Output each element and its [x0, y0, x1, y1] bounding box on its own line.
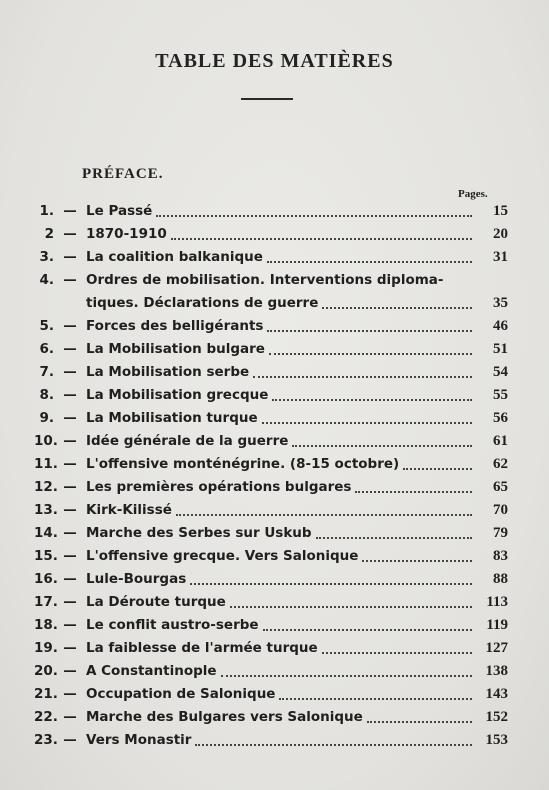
entry-number: 9. — [39, 410, 54, 426]
entry-dash: — — [63, 663, 77, 679]
toc-entry — [34, 476, 508, 499]
entry-dash: — — [63, 686, 77, 702]
dot-leader — [190, 583, 472, 585]
dot-leader — [322, 307, 472, 309]
entry-number: 19. — [34, 640, 58, 656]
pages-column-label: Pages. — [458, 188, 488, 200]
entry-dash: — — [63, 640, 77, 656]
dot-leader — [253, 376, 472, 378]
entry-number: 6. — [39, 341, 54, 357]
dot-leader — [403, 468, 472, 470]
toc-entry — [34, 660, 508, 683]
entry-number: 2 — [44, 226, 54, 242]
entry-page-number: 46 — [493, 318, 508, 334]
entry-title: Kirk-Kilissé — [86, 502, 172, 518]
dot-leader — [322, 652, 472, 654]
entry-dash: — — [63, 387, 77, 403]
entry-dash: — — [63, 249, 77, 265]
dot-leader — [272, 399, 472, 401]
toc-entry — [34, 453, 508, 476]
dot-leader — [176, 514, 472, 516]
title-rule — [241, 98, 293, 100]
entry-title: La Mobilisation bulgare — [86, 341, 265, 357]
entry-title: Marche des Bulgares vers Salonique — [86, 709, 363, 725]
entry-dash: — — [63, 571, 77, 587]
entry-dash: — — [63, 318, 77, 334]
entry-page-number: 127 — [485, 640, 508, 656]
toc-entry — [34, 637, 508, 660]
entry-number: 8. — [39, 387, 54, 403]
entry-number: 3. — [39, 249, 54, 265]
entry-title: Le conflit austro-serbe — [86, 617, 259, 633]
dot-leader — [230, 606, 472, 608]
entry-number: 22. — [34, 709, 58, 725]
entry-page-number: 20 — [493, 226, 508, 242]
toc-entry — [34, 545, 508, 568]
entry-page-number: 138 — [485, 663, 508, 679]
entry-page-number: 62 — [493, 456, 508, 472]
dot-leader — [267, 261, 472, 263]
entry-page-number: 56 — [493, 410, 508, 426]
entry-dash: — — [63, 525, 77, 541]
entry-page-number: 153 — [485, 732, 508, 748]
dot-leader — [221, 675, 472, 677]
entry-page-number: 88 — [493, 571, 508, 587]
entry-number: 4. — [39, 272, 54, 288]
entry-dash: — — [63, 433, 77, 449]
toc-entry — [34, 384, 508, 407]
dot-leader — [171, 238, 472, 240]
entry-page-number: 55 — [493, 387, 508, 403]
toc-entry — [34, 683, 508, 706]
dot-leader — [262, 422, 472, 424]
entry-dash: — — [63, 456, 77, 472]
toc-entry — [34, 499, 508, 522]
entry-title: L'offensive monténégrine. (8-15 octobre) — [86, 456, 400, 472]
dot-leader — [279, 698, 472, 700]
dot-leader — [267, 330, 472, 332]
toc-entry — [34, 729, 508, 752]
dot-leader — [316, 537, 472, 539]
toc-entry — [34, 407, 508, 430]
entry-page-number: 83 — [493, 548, 508, 564]
entry-dash: — — [63, 226, 77, 242]
entry-page-number: 15 — [493, 203, 508, 219]
entry-page-number: 31 — [493, 249, 508, 265]
entry-page-number: 113 — [486, 594, 508, 610]
toc-entry — [34, 246, 508, 269]
toc-entry — [34, 223, 508, 246]
entry-page-number: 35 — [493, 295, 508, 311]
entry-page-number: 65 — [493, 479, 508, 495]
entry-title: La Mobilisation grecque — [86, 387, 269, 403]
toc-entry — [34, 568, 508, 591]
toc-entry — [34, 269, 508, 315]
dot-leader — [156, 215, 472, 217]
entry-number: 17. — [34, 594, 58, 610]
entry-number: 5. — [39, 318, 54, 334]
dot-leader — [292, 445, 472, 447]
dot-leader — [367, 721, 472, 723]
entry-dash: — — [63, 410, 77, 426]
dot-leader — [195, 744, 472, 746]
toc-entry — [34, 361, 508, 384]
entry-number: 18. — [34, 617, 58, 633]
entry-dash: — — [63, 364, 77, 380]
entry-title: Marche des Serbes sur Uskub — [86, 525, 312, 541]
entry-title: La Mobilisation serbe — [86, 364, 250, 380]
entry-number: 16. — [34, 571, 58, 587]
toc-entry — [34, 430, 508, 453]
entry-title: La faiblesse de l'armée turque — [86, 640, 318, 656]
entry-dash: — — [63, 479, 77, 495]
entry-page-number: 152 — [485, 709, 508, 725]
entry-title: Les premières opérations bulgares — [86, 479, 352, 495]
entry-title: Occupation de Salonique — [86, 686, 276, 702]
entry-dash: — — [63, 502, 77, 518]
entry-number: 7. — [39, 364, 54, 380]
toc-entry — [34, 315, 508, 338]
toc-entry — [34, 614, 508, 637]
entry-title-continued: tiques. Déclarations de guerre — [86, 295, 319, 311]
entry-number: 1. — [39, 203, 54, 219]
entry-title: La Mobilisation turque — [86, 410, 258, 426]
entry-dash: — — [63, 341, 77, 357]
entry-page-number: 79 — [493, 525, 508, 541]
entry-title: Idée générale de la guerre — [86, 433, 289, 449]
entry-title: Le Passé — [86, 203, 153, 219]
entry-title: Lule-Bourgas — [86, 571, 187, 587]
toc-entry — [34, 706, 508, 729]
dot-leader — [263, 629, 472, 631]
dot-leader — [362, 560, 472, 562]
entry-page-number: 61 — [493, 433, 508, 449]
entry-title: La Déroute turque — [86, 594, 226, 610]
toc-entry — [34, 522, 508, 545]
entry-number: 14. — [34, 525, 58, 541]
page-title: TABLE DES MATIÈRES — [155, 50, 394, 72]
entry-dash: — — [63, 709, 77, 725]
entry-page-number: 70 — [493, 502, 508, 518]
entry-dash: — — [63, 548, 77, 564]
entry-title: L'offensive grecque. Vers Salonique — [86, 548, 359, 564]
dot-leader — [269, 353, 472, 355]
entry-number: 13. — [34, 502, 58, 518]
preface-heading: PRÉFACE. — [82, 166, 164, 182]
entry-title: Ordres de mobilisation. Interventions diploma- — [86, 272, 444, 288]
entry-number: 20. — [34, 663, 58, 679]
entry-number: 11. — [34, 456, 58, 472]
dot-leader — [355, 491, 472, 493]
toc-entry — [34, 591, 508, 614]
entry-page-number: 143 — [485, 686, 508, 702]
entry-number: 10. — [34, 433, 58, 449]
entry-number: 15. — [34, 548, 58, 564]
entry-dash: — — [63, 617, 77, 633]
entry-number: 12. — [34, 479, 58, 495]
entry-title: Forces des belligérants — [86, 318, 264, 334]
entry-title: La coalition balkanique — [86, 249, 263, 265]
entry-title: A Constantinople — [86, 663, 217, 679]
entry-number: 23. — [34, 732, 58, 748]
entry-dash: — — [63, 732, 77, 748]
entry-title: 1870-1910 — [86, 226, 167, 242]
table-of-contents — [34, 200, 508, 752]
entry-page-number: 54 — [493, 364, 508, 380]
toc-entry — [34, 200, 508, 223]
entry-number: 21. — [34, 686, 58, 702]
entry-page-number: 51 — [493, 341, 508, 357]
entry-dash: — — [63, 594, 77, 610]
entry-dash: — — [63, 203, 77, 219]
entry-title: Vers Monastir — [86, 732, 192, 748]
entry-dash: — — [63, 272, 77, 288]
entry-page-number: 119 — [486, 617, 508, 633]
toc-entry — [34, 338, 508, 361]
